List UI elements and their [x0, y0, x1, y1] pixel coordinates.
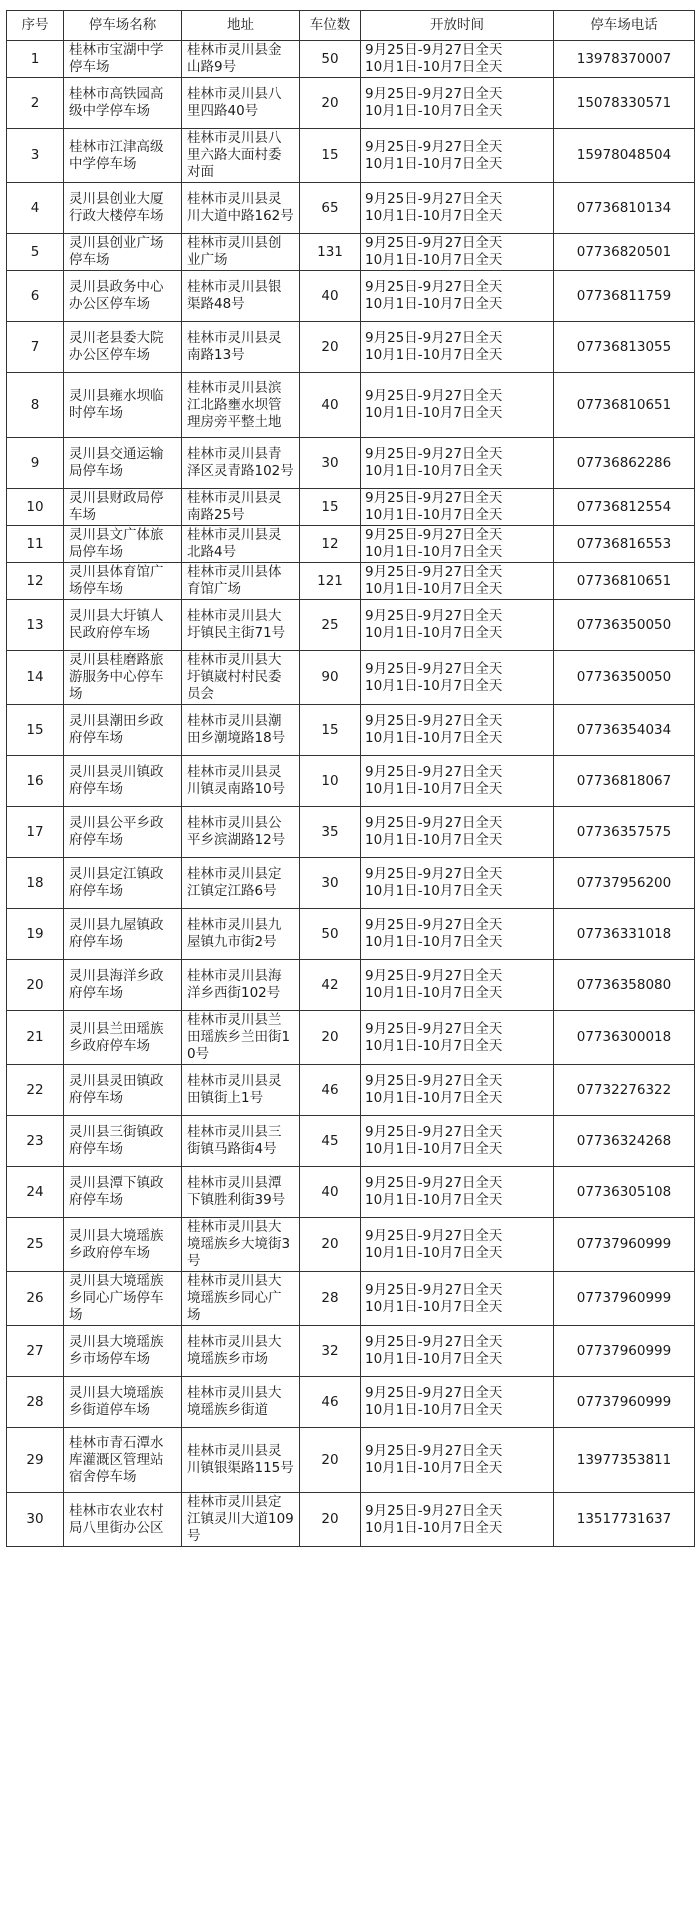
cell-no: 17	[7, 807, 64, 858]
cell-spaces: 50	[300, 41, 361, 78]
cell-no: 14	[7, 651, 64, 705]
hours-line: 10月1日-10月7日全天	[365, 625, 503, 641]
hours-line: 9月25日-9月27日全天	[365, 490, 503, 506]
hours-line: 10月1日-10月7日全天	[365, 59, 503, 75]
cell-no: 4	[7, 183, 64, 234]
cell-phone: 07736350050	[554, 651, 695, 705]
cell-spaces: 20	[300, 1218, 361, 1272]
cell-hours	[361, 1116, 554, 1167]
cell-address: 桂林市灵川县灵南路25号	[182, 489, 300, 526]
hours-line: 9月25日-9月27日全天	[365, 917, 503, 933]
hours-line: 10月1日-10月7日全天	[365, 155, 503, 172]
table-row	[7, 41, 695, 78]
cell-hours	[361, 858, 554, 909]
table-row	[7, 705, 695, 756]
cell-phone: 07736331018	[554, 909, 695, 960]
cell-hours	[361, 651, 554, 705]
cell-hours	[361, 183, 554, 234]
cell-spaces: 25	[300, 600, 361, 651]
hours-line: 9月25日-9月27日全天	[365, 608, 503, 624]
cell-no: 1	[7, 41, 64, 78]
hours-line: 9月25日-9月27日全天	[365, 866, 503, 882]
cell-address: 桂林市灵川县海洋乡西街102号	[182, 960, 300, 1011]
cell-hours	[361, 1272, 554, 1326]
cell-no: 28	[7, 1377, 64, 1428]
cell-phone: 07737960999	[554, 1218, 695, 1272]
cell-spaces: 20	[300, 322, 361, 373]
cell-no: 19	[7, 909, 64, 960]
cell-name: 灵川县雍水坝临时停车场	[64, 373, 182, 438]
cell-phone: 07737960999	[554, 1377, 695, 1428]
cell-address: 桂林市灵川县大境瑶族乡大境街3号	[182, 1218, 300, 1272]
cell-name: 灵川县创业大厦行政大楼停车场	[64, 183, 182, 234]
hours-line: 9月25日-9月27日全天	[365, 1020, 503, 1037]
cell-spaces: 15	[300, 489, 361, 526]
hours-line: 9月25日-9月27日全天	[365, 86, 503, 102]
cell-address: 桂林市灵川县体育馆广场	[182, 563, 300, 600]
cell-no: 6	[7, 271, 64, 322]
cell-name: 灵川县大境瑶族乡政府停车场	[64, 1218, 182, 1272]
cell-address: 桂林市灵川县银渠路48号	[182, 271, 300, 322]
cell-address: 桂林市灵川县定江镇定江路6号	[182, 858, 300, 909]
cell-spaces: 65	[300, 183, 361, 234]
hours-line: 9月25日-9月27日全天	[365, 191, 503, 207]
cell-spaces: 20	[300, 1011, 361, 1065]
hours-line: 10月1日-10月7日全天	[365, 1519, 503, 1536]
cell-phone: 07736358080	[554, 960, 695, 1011]
cell-no: 10	[7, 489, 64, 526]
cell-name: 灵川县定江镇政府停车场	[64, 858, 182, 909]
cell-no: 25	[7, 1218, 64, 1272]
cell-phone: 13977353811	[554, 1428, 695, 1493]
cell-hours	[361, 41, 554, 78]
cell-name: 灵川县大境瑶族乡街道停车场	[64, 1377, 182, 1428]
cell-address: 桂林市灵川县灵南路13号	[182, 322, 300, 373]
hours-line: 10月1日-10月7日全天	[365, 347, 503, 363]
cell-hours	[361, 1493, 554, 1547]
hours-line: 10月1日-10月7日全天	[365, 781, 503, 797]
table-row	[7, 960, 695, 1011]
cell-spaces: 30	[300, 858, 361, 909]
hours-line: 9月25日-9月27日全天	[365, 446, 503, 462]
cell-name: 灵川县交通运输局停车场	[64, 438, 182, 489]
table-row	[7, 183, 695, 234]
cell-address: 桂林市灵川县大圩镇民主街71号	[182, 600, 300, 651]
cell-phone: 07736818067	[554, 756, 695, 807]
cell-name: 灵川县创业广场停车场	[64, 234, 182, 271]
cell-spaces: 40	[300, 271, 361, 322]
cell-no: 7	[7, 322, 64, 373]
cell-address: 桂林市灵川县九屋镇九市街2号	[182, 909, 300, 960]
cell-address: 桂林市灵川县大境瑶族乡街道	[182, 1377, 300, 1428]
cell-no: 22	[7, 1065, 64, 1116]
cell-phone: 07736354034	[554, 705, 695, 756]
hours-line: 9月25日-9月27日全天	[365, 713, 503, 729]
cell-name: 灵川县灵田镇政府停车场	[64, 1065, 182, 1116]
header-no: 序号	[7, 11, 64, 41]
cell-name: 桂林市高铁园高级中学停车场	[64, 78, 182, 129]
hours-line: 9月25日-9月27日全天	[365, 279, 503, 295]
cell-name: 灵川县公平乡政府停车场	[64, 807, 182, 858]
cell-phone: 07736810134	[554, 183, 695, 234]
hours-line: 9月25日-9月27日全天	[365, 764, 503, 780]
cell-spaces: 15	[300, 705, 361, 756]
cell-name: 灵川县灵川镇政府停车场	[64, 756, 182, 807]
table-row	[7, 600, 695, 651]
cell-spaces: 46	[300, 1377, 361, 1428]
cell-name: 桂林市江津高级中学停车场	[64, 129, 182, 183]
table-row	[7, 563, 695, 600]
hours-line: 9月25日-9月27日全天	[365, 1502, 503, 1519]
cell-no: 24	[7, 1167, 64, 1218]
table-row	[7, 756, 695, 807]
hours-line: 10月1日-10月7日全天	[365, 208, 503, 224]
cell-no: 21	[7, 1011, 64, 1065]
hours-line: 10月1日-10月7日全天	[365, 1460, 503, 1476]
cell-name: 灵川县三街镇政府停车场	[64, 1116, 182, 1167]
cell-spaces: 30	[300, 438, 361, 489]
cell-name: 灵川县大境瑶族乡同心广场停车场	[64, 1272, 182, 1326]
cell-hours	[361, 322, 554, 373]
table-row	[7, 1218, 695, 1272]
cell-phone: 07736810651	[554, 563, 695, 600]
table-row	[7, 1326, 695, 1377]
cell-address: 桂林市灵川县金山路9号	[182, 41, 300, 78]
hours-line: 9月25日-9月27日全天	[365, 815, 503, 831]
cell-name: 灵川老县委大院办公区停车场	[64, 322, 182, 373]
table-row	[7, 651, 695, 705]
hours-line: 10月1日-10月7日全天	[365, 405, 503, 421]
table-row	[7, 909, 695, 960]
hours-line: 10月1日-10月7日全天	[365, 985, 503, 1001]
parking-lot-table	[6, 10, 695, 1547]
hours-line: 9月25日-9月27日全天	[365, 527, 503, 543]
header-phone: 停车场电话	[554, 11, 695, 41]
table-row	[7, 438, 695, 489]
cell-address: 桂林市灵川县灵川镇灵南路10号	[182, 756, 300, 807]
hours-line: 9月25日-9月27日全天	[365, 1124, 503, 1140]
table-row	[7, 129, 695, 183]
cell-spaces: 28	[300, 1272, 361, 1326]
cell-phone: 07736810651	[554, 373, 695, 438]
cell-phone: 07736862286	[554, 438, 695, 489]
cell-address: 桂林市灵川县大境瑶族乡同心广场	[182, 1272, 300, 1326]
hours-line: 9月25日-9月27日全天	[365, 1443, 503, 1459]
cell-hours	[361, 1326, 554, 1377]
cell-spaces: 46	[300, 1065, 361, 1116]
cell-address: 桂林市灵川县八里四路40号	[182, 78, 300, 129]
cell-hours	[361, 438, 554, 489]
cell-hours	[361, 489, 554, 526]
cell-name: 灵川县潭下镇政府停车场	[64, 1167, 182, 1218]
cell-name: 灵川县财政局停车场	[64, 489, 182, 526]
hours-line: 10月1日-10月7日全天	[365, 1298, 503, 1315]
cell-hours	[361, 705, 554, 756]
cell-no: 2	[7, 78, 64, 129]
cell-hours	[361, 373, 554, 438]
table-row	[7, 526, 695, 563]
table-row	[7, 234, 695, 271]
cell-phone: 13978370007	[554, 41, 695, 78]
cell-name: 灵川县桂磨路旅游服务中心停车场	[64, 651, 182, 705]
cell-name: 灵川县体育馆广场停车场	[64, 563, 182, 600]
cell-name: 桂林市农业农村局八里街办公区	[64, 1493, 182, 1547]
cell-no: 26	[7, 1272, 64, 1326]
cell-phone: 07736305108	[554, 1167, 695, 1218]
cell-phone: 07732276322	[554, 1065, 695, 1116]
cell-no: 20	[7, 960, 64, 1011]
cell-spaces: 35	[300, 807, 361, 858]
cell-address: 桂林市灵川县大境瑶族乡市场	[182, 1326, 300, 1377]
cell-spaces: 45	[300, 1116, 361, 1167]
cell-name: 灵川县海洋乡政府停车场	[64, 960, 182, 1011]
cell-hours	[361, 271, 554, 322]
hours-line: 10月1日-10月7日全天	[365, 883, 503, 899]
cell-hours	[361, 756, 554, 807]
cell-spaces: 42	[300, 960, 361, 1011]
table-body	[7, 41, 695, 1547]
hours-line: 9月25日-9月27日全天	[365, 660, 503, 677]
cell-address: 桂林市灵川县大圩镇崴村村民委员会	[182, 651, 300, 705]
cell-name: 灵川县大境瑶族乡市场停车场	[64, 1326, 182, 1377]
cell-spaces: 20	[300, 1493, 361, 1547]
hours-line: 10月1日-10月7日全天	[365, 1192, 503, 1208]
cell-no: 9	[7, 438, 64, 489]
header-spaces: 车位数	[300, 11, 361, 41]
cell-hours	[361, 78, 554, 129]
table-row	[7, 78, 695, 129]
hours-line: 9月25日-9月27日全天	[365, 1227, 503, 1244]
table-row	[7, 1167, 695, 1218]
cell-phone: 07736300018	[554, 1011, 695, 1065]
table-row	[7, 271, 695, 322]
cell-address: 桂林市灵川县灵川大道中路162号	[182, 183, 300, 234]
hours-line: 10月1日-10月7日全天	[365, 1351, 503, 1367]
cell-address: 桂林市灵川县青泽区灵青路102号	[182, 438, 300, 489]
cell-hours	[361, 1167, 554, 1218]
cell-hours	[361, 234, 554, 271]
cell-phone: 15078330571	[554, 78, 695, 129]
cell-hours	[361, 807, 554, 858]
cell-phone: 07736813055	[554, 322, 695, 373]
cell-no: 15	[7, 705, 64, 756]
hours-line: 10月1日-10月7日全天	[365, 730, 503, 746]
cell-spaces: 10	[300, 756, 361, 807]
cell-name: 桂林市宝湖中学停车场	[64, 41, 182, 78]
cell-no: 27	[7, 1326, 64, 1377]
cell-spaces: 50	[300, 909, 361, 960]
hours-line: 10月1日-10月7日全天	[365, 677, 503, 694]
cell-phone: 07737960999	[554, 1326, 695, 1377]
hours-line: 10月1日-10月7日全天	[365, 507, 503, 523]
hours-line: 10月1日-10月7日全天	[365, 1244, 503, 1261]
cell-address: 桂林市灵川县三街镇马路街4号	[182, 1116, 300, 1167]
cell-spaces: 15	[300, 129, 361, 183]
cell-spaces: 20	[300, 1428, 361, 1493]
cell-address: 桂林市灵川县灵川镇银渠路115号	[182, 1428, 300, 1493]
hours-line: 10月1日-10月7日全天	[365, 581, 503, 597]
header-hours: 开放时间	[361, 11, 554, 41]
cell-spaces: 121	[300, 563, 361, 600]
cell-hours	[361, 909, 554, 960]
cell-hours	[361, 960, 554, 1011]
cell-hours	[361, 1011, 554, 1065]
cell-phone: 13517731637	[554, 1493, 695, 1547]
hours-line: 9月25日-9月27日全天	[365, 1073, 503, 1089]
cell-no: 3	[7, 129, 64, 183]
cell-phone: 07736350050	[554, 600, 695, 651]
cell-phone: 07736324268	[554, 1116, 695, 1167]
table-header-row	[7, 11, 695, 41]
hours-line: 10月1日-10月7日全天	[365, 832, 503, 848]
cell-phone: 07737960999	[554, 1272, 695, 1326]
table-row	[7, 1065, 695, 1116]
cell-address: 桂林市灵川县灵田镇街上1号	[182, 1065, 300, 1116]
cell-phone: 15978048504	[554, 129, 695, 183]
cell-hours	[361, 1428, 554, 1493]
cell-spaces: 20	[300, 78, 361, 129]
cell-spaces: 12	[300, 526, 361, 563]
hours-line: 9月25日-9月27日全天	[365, 968, 503, 984]
cell-address: 桂林市灵川县八里六路大面村委对面	[182, 129, 300, 183]
cell-address: 桂林市灵川县潮田乡潮境路18号	[182, 705, 300, 756]
cell-name: 灵川县大圩镇人民政府停车场	[64, 600, 182, 651]
hours-line: 9月25日-9月27日全天	[365, 1385, 503, 1401]
hours-line: 9月25日-9月27日全天	[365, 564, 503, 580]
cell-phone: 07736820501	[554, 234, 695, 271]
cell-name: 灵川县政务中心办公区停车场	[64, 271, 182, 322]
cell-no: 18	[7, 858, 64, 909]
table-row	[7, 807, 695, 858]
cell-phone: 07736812554	[554, 489, 695, 526]
cell-name: 灵川县潮田乡政府停车场	[64, 705, 182, 756]
cell-phone: 07737956200	[554, 858, 695, 909]
table-row	[7, 1272, 695, 1326]
hours-line: 9月25日-9月27日全天	[365, 330, 503, 346]
cell-no: 13	[7, 600, 64, 651]
cell-no: 12	[7, 563, 64, 600]
table-row	[7, 858, 695, 909]
cell-no: 29	[7, 1428, 64, 1493]
cell-spaces: 40	[300, 1167, 361, 1218]
cell-name: 灵川县兰田瑶族乡政府停车场	[64, 1011, 182, 1065]
table-row	[7, 322, 695, 373]
cell-hours	[361, 1065, 554, 1116]
hours-line: 9月25日-9月27日全天	[365, 1281, 503, 1298]
cell-no: 23	[7, 1116, 64, 1167]
cell-no: 30	[7, 1493, 64, 1547]
cell-phone: 07736357575	[554, 807, 695, 858]
hours-line: 10月1日-10月7日全天	[365, 1090, 503, 1106]
hours-line: 9月25日-9月27日全天	[365, 1175, 503, 1191]
hours-line: 9月25日-9月27日全天	[365, 388, 503, 404]
cell-address: 桂林市灵川县滨江北路壅水坝管理房旁平整土地	[182, 373, 300, 438]
table-row	[7, 1377, 695, 1428]
table-row	[7, 1011, 695, 1065]
hours-line: 10月1日-10月7日全天	[365, 1037, 503, 1054]
cell-spaces: 131	[300, 234, 361, 271]
table-row	[7, 1493, 695, 1547]
hours-line: 10月1日-10月7日全天	[365, 252, 503, 268]
hours-line: 10月1日-10月7日全天	[365, 463, 503, 479]
hours-line: 10月1日-10月7日全天	[365, 1141, 503, 1157]
table-row	[7, 1428, 695, 1493]
cell-no: 11	[7, 526, 64, 563]
cell-phone: 07736816553	[554, 526, 695, 563]
cell-hours	[361, 1218, 554, 1272]
hours-line: 9月25日-9月27日全天	[365, 1334, 503, 1350]
hours-line: 9月25日-9月27日全天	[365, 138, 503, 155]
cell-no: 5	[7, 234, 64, 271]
header-address: 地址	[182, 11, 300, 41]
cell-spaces: 90	[300, 651, 361, 705]
cell-address: 桂林市灵川县灵北路4号	[182, 526, 300, 563]
cell-address: 桂林市灵川县潭下镇胜利街39号	[182, 1167, 300, 1218]
hours-line: 10月1日-10月7日全天	[365, 296, 503, 312]
cell-spaces: 32	[300, 1326, 361, 1377]
table-row	[7, 489, 695, 526]
cell-hours	[361, 1377, 554, 1428]
header-name: 停车场名称	[64, 11, 182, 41]
cell-address: 桂林市灵川县定江镇灵川大道109号	[182, 1493, 300, 1547]
cell-address: 桂林市灵川县公平乡滨湖路12号	[182, 807, 300, 858]
cell-hours	[361, 129, 554, 183]
hours-line: 10月1日-10月7日全天	[365, 544, 503, 560]
hours-line: 10月1日-10月7日全天	[365, 1402, 503, 1418]
cell-address: 桂林市灵川县创业广场	[182, 234, 300, 271]
cell-no: 16	[7, 756, 64, 807]
cell-hours	[361, 526, 554, 563]
cell-address: 桂林市灵川县兰田瑶族乡兰田街10号	[182, 1011, 300, 1065]
hours-line: 9月25日-9月27日全天	[365, 235, 503, 251]
table-row	[7, 1116, 695, 1167]
table-row	[7, 373, 695, 438]
hours-line: 10月1日-10月7日全天	[365, 934, 503, 950]
cell-name: 灵川县文广体旅局停车场	[64, 526, 182, 563]
cell-no: 8	[7, 373, 64, 438]
cell-hours	[361, 563, 554, 600]
cell-phone: 07736811759	[554, 271, 695, 322]
cell-name: 桂林市青石潭水库灌溉区管理站宿舍停车场	[64, 1428, 182, 1493]
hours-line: 10月1日-10月7日全天	[365, 103, 503, 119]
cell-spaces: 40	[300, 373, 361, 438]
cell-hours	[361, 600, 554, 651]
hours-line: 9月25日-9月27日全天	[365, 42, 503, 58]
cell-name: 灵川县九屋镇政府停车场	[64, 909, 182, 960]
